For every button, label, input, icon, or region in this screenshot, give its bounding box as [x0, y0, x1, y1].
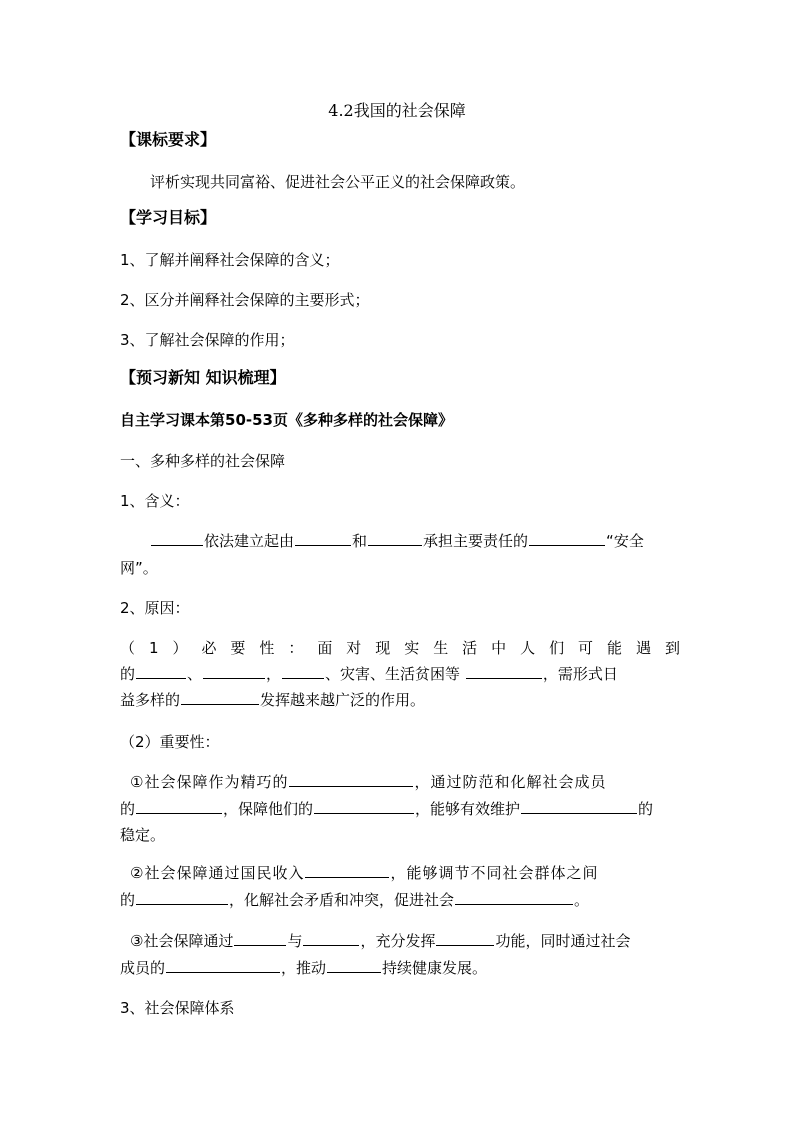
- fill-blank[interactable]: [305, 863, 389, 878]
- fill-blank[interactable]: [166, 958, 280, 973]
- fill-blank[interactable]: [436, 931, 494, 946]
- curriculum-heading: 【课标要求】: [120, 130, 217, 149]
- meaning-line-1: 依法建立起由 和 承担主要责任的 “安全: [150, 531, 680, 551]
- reason-label: 2、原因：: [120, 599, 190, 617]
- page-title: 4.2我国的社会保障: [328, 101, 466, 120]
- goal-item: 3、了解社会保障的作用；: [120, 331, 295, 349]
- necessity-char: 要: [230, 639, 246, 657]
- necessity-char: 们: [549, 639, 565, 657]
- importance-label: （2）重要性：: [120, 733, 220, 751]
- necessity-line-2: 的 、 ， 、灾害、生活贫困等 ，需形式日: [120, 665, 618, 683]
- meaning-line-2: 网”。: [120, 559, 158, 577]
- importance-1-line-3: 稳定。: [120, 826, 166, 844]
- fill-blank[interactable]: [368, 531, 422, 546]
- necessity-char: 性: [259, 639, 275, 657]
- fill-blank[interactable]: [529, 531, 605, 546]
- necessity-char: ）: [172, 639, 188, 657]
- necessity-char: 1: [148, 639, 159, 657]
- fill-blank[interactable]: [455, 890, 573, 905]
- importance-3-line-2: 成员的 ，推动 持续健康发展。: [120, 959, 488, 977]
- necessity-char: 现: [375, 639, 391, 657]
- necessity-char: 人: [520, 639, 536, 657]
- curriculum-text: 评析实现共同富裕、促进社会公平正义的社会保障政策。: [150, 173, 526, 191]
- necessity-char: 活: [462, 639, 478, 657]
- necessity-char: （: [120, 639, 136, 657]
- goals-heading: 【学习目标】: [120, 208, 217, 227]
- meaning-label: 1、含义：: [120, 492, 190, 510]
- fill-blank[interactable]: [282, 664, 324, 679]
- importance-2-line-2: 的 ，化解社会矛盾和冲突，促进社会 。: [120, 891, 590, 909]
- necessity-char: 遇: [635, 639, 651, 657]
- importance-3-line-1: ③社会保障通过 与 ，充分发挥 功能，同时通过社会: [130, 932, 631, 950]
- necessity-char: ：: [288, 639, 304, 657]
- system-label: 3、社会保障体系: [120, 999, 235, 1017]
- fill-blank[interactable]: [136, 799, 222, 814]
- necessity-char: 面: [317, 639, 333, 657]
- preview-heading: 【预习新知 知识梳理】: [120, 368, 286, 387]
- necessity-line-1: [120, 638, 680, 658]
- fill-blank[interactable]: [136, 664, 186, 679]
- necessity-char: 实: [404, 639, 420, 657]
- fill-blank[interactable]: [151, 531, 203, 546]
- fill-blank[interactable]: [303, 931, 359, 946]
- fill-blank[interactable]: [295, 531, 351, 546]
- importance-1-line-2: 的 ，保障他们的 ，能够有效维护 的: [120, 800, 654, 818]
- fill-blank[interactable]: [181, 690, 259, 705]
- necessity-char: 到: [664, 639, 680, 657]
- importance-2-line-1: ②社会保障通过国民收入 ，能够调节不同社会群体之间: [130, 864, 599, 882]
- necessity-char: 生: [433, 639, 449, 657]
- fill-blank[interactable]: [314, 799, 414, 814]
- necessity-char: 能: [607, 639, 623, 657]
- fill-blank[interactable]: [521, 799, 637, 814]
- fill-blank[interactable]: [466, 664, 542, 679]
- necessity-char: 可: [578, 639, 594, 657]
- necessity-char: 对: [346, 639, 362, 657]
- self-study-line: 自主学习课本第50-53页《多种多样的社会保障》: [120, 411, 453, 429]
- fill-blank[interactable]: [203, 664, 265, 679]
- goal-item: 1、了解并阐释社会保障的含义；: [120, 251, 340, 269]
- goal-item: 2、区分并阐释社会保障的主要形式；: [120, 291, 370, 309]
- fill-blank[interactable]: [136, 890, 228, 905]
- fill-blank[interactable]: [234, 931, 286, 946]
- importance-1-line-1: ①社会保障作为精巧的 ，通过防范和化解社会成员: [130, 773, 607, 791]
- necessity-char: 中: [491, 639, 507, 657]
- fill-blank[interactable]: [289, 772, 413, 787]
- necessity-line-3: 益多样的 发挥越来越广泛的作用。: [120, 691, 426, 709]
- part1-title: 一、多种多样的社会保障: [120, 452, 286, 470]
- necessity-char: 必: [201, 639, 217, 657]
- fill-blank[interactable]: [327, 958, 381, 973]
